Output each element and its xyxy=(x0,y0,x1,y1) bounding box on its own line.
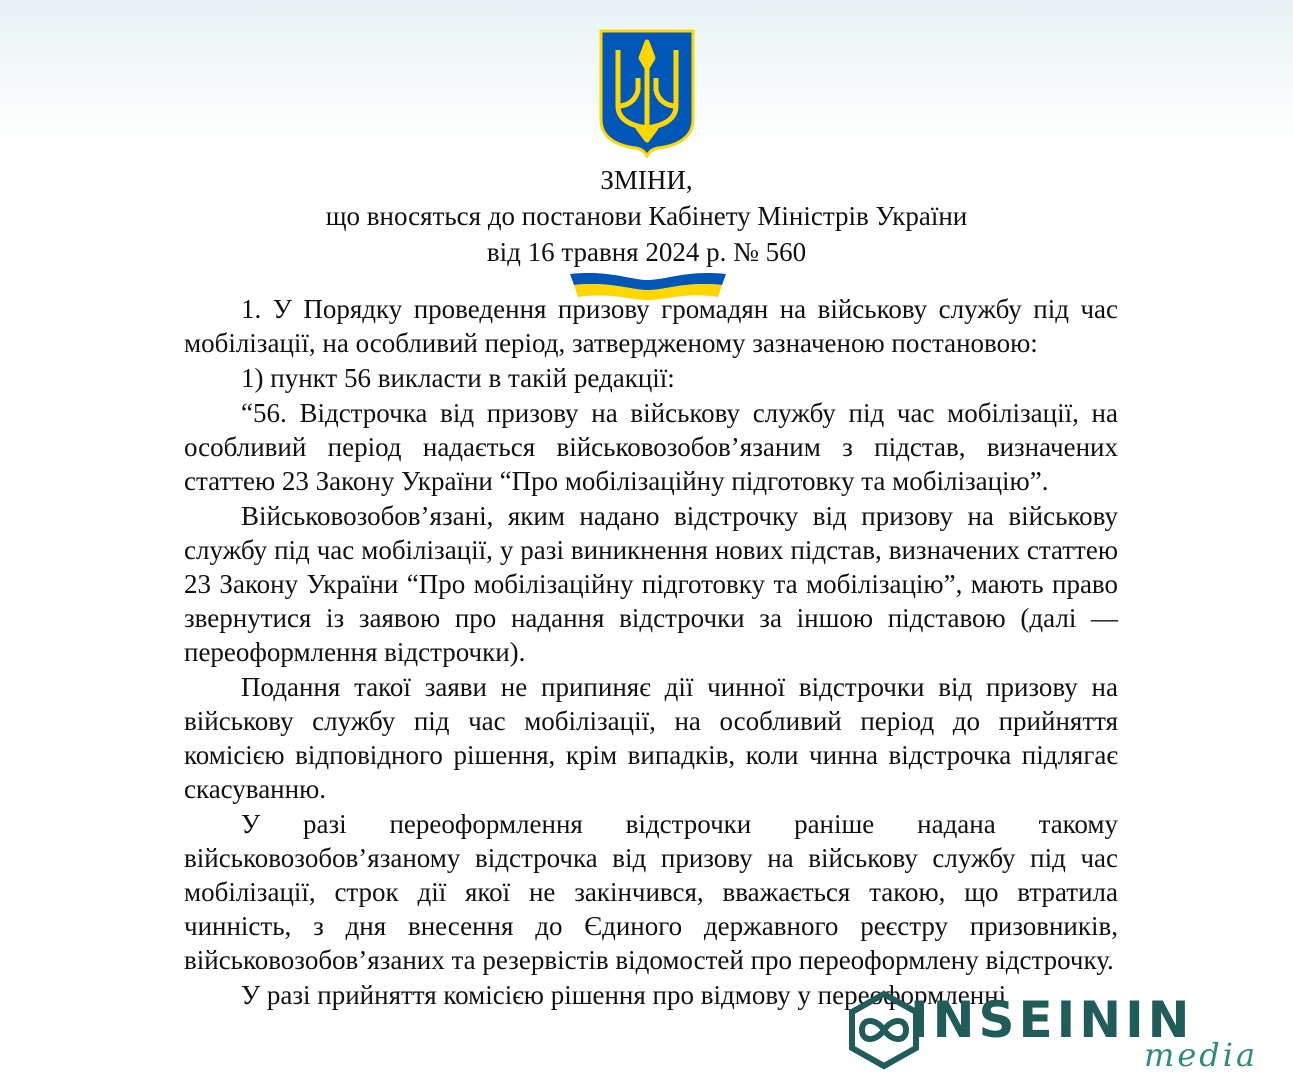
watermark-brand: INSEININ xyxy=(910,991,1194,1049)
paragraph-3: “56. Відстрочка від призову на військову службу під час мобілізації, на особливий період надається військовозобов’язаним з підстав, визначених статтею 23 Закону України “Про мобілізаційну підготовку та мобілізацію”. xyxy=(184,398,1118,496)
paragraph-1: 1. У Порядку проведення призову громадян на військову службу під час мобілізації, на особливий період, затвердженому зазначеною постановою: xyxy=(184,294,1118,358)
coat-of-arms-icon xyxy=(598,28,696,158)
watermark xyxy=(844,984,1284,1080)
paragraph-5: Подання такої заяви не припиняє дії чинної відстрочки від призову на військову службу під час мобілізації, на особливий період до прийняття комісією відповідного рішення, крім випадків, коли чинна відстрочка підлягає скасуванню. xyxy=(184,672,1118,804)
document-subtitle-line2: від 16 травня 2024 р. № 560 xyxy=(486,237,807,267)
document-body xyxy=(184,292,1118,1013)
paragraph-7: У разі прийняття комісією рішення про відмову у переоформленні xyxy=(241,980,1007,1010)
watermark-sub: media xyxy=(1144,1036,1259,1074)
document-subtitle-line1: що вносяться до постанови Кабінету Міністрів України xyxy=(325,201,968,231)
document-title: ЗМІНИ, xyxy=(600,165,693,195)
document-title-block xyxy=(0,162,1293,270)
paragraph-6: У разі переоформлення відстрочки раніше надана такому військовозобов’язаному відстрочка від призову на військову службу під час мобілізації, строк дії якої не закінчився, вважається такою, що втратила чинність, з дня внесення до Єдиного державного реєстру призовників, військовозобов’язаних та резервістів відомостей про переоформлену відстрочку. xyxy=(184,809,1118,975)
paragraph-2: 1) пункт 56 викласти в такій редакції: xyxy=(241,363,675,393)
paragraph-4: Військовозобов’язані, яким надано відстрочку від призову на військову службу під час мобілізації, у разі виникнення нових підстав, визначених статтею 23 Закону України “Про мобілізаційну підготовку та мобілізацію”, мають право звернутися із заявою про надання відстрочки за іншою підставою (далі — переоформлення відстрочки). xyxy=(184,501,1118,667)
